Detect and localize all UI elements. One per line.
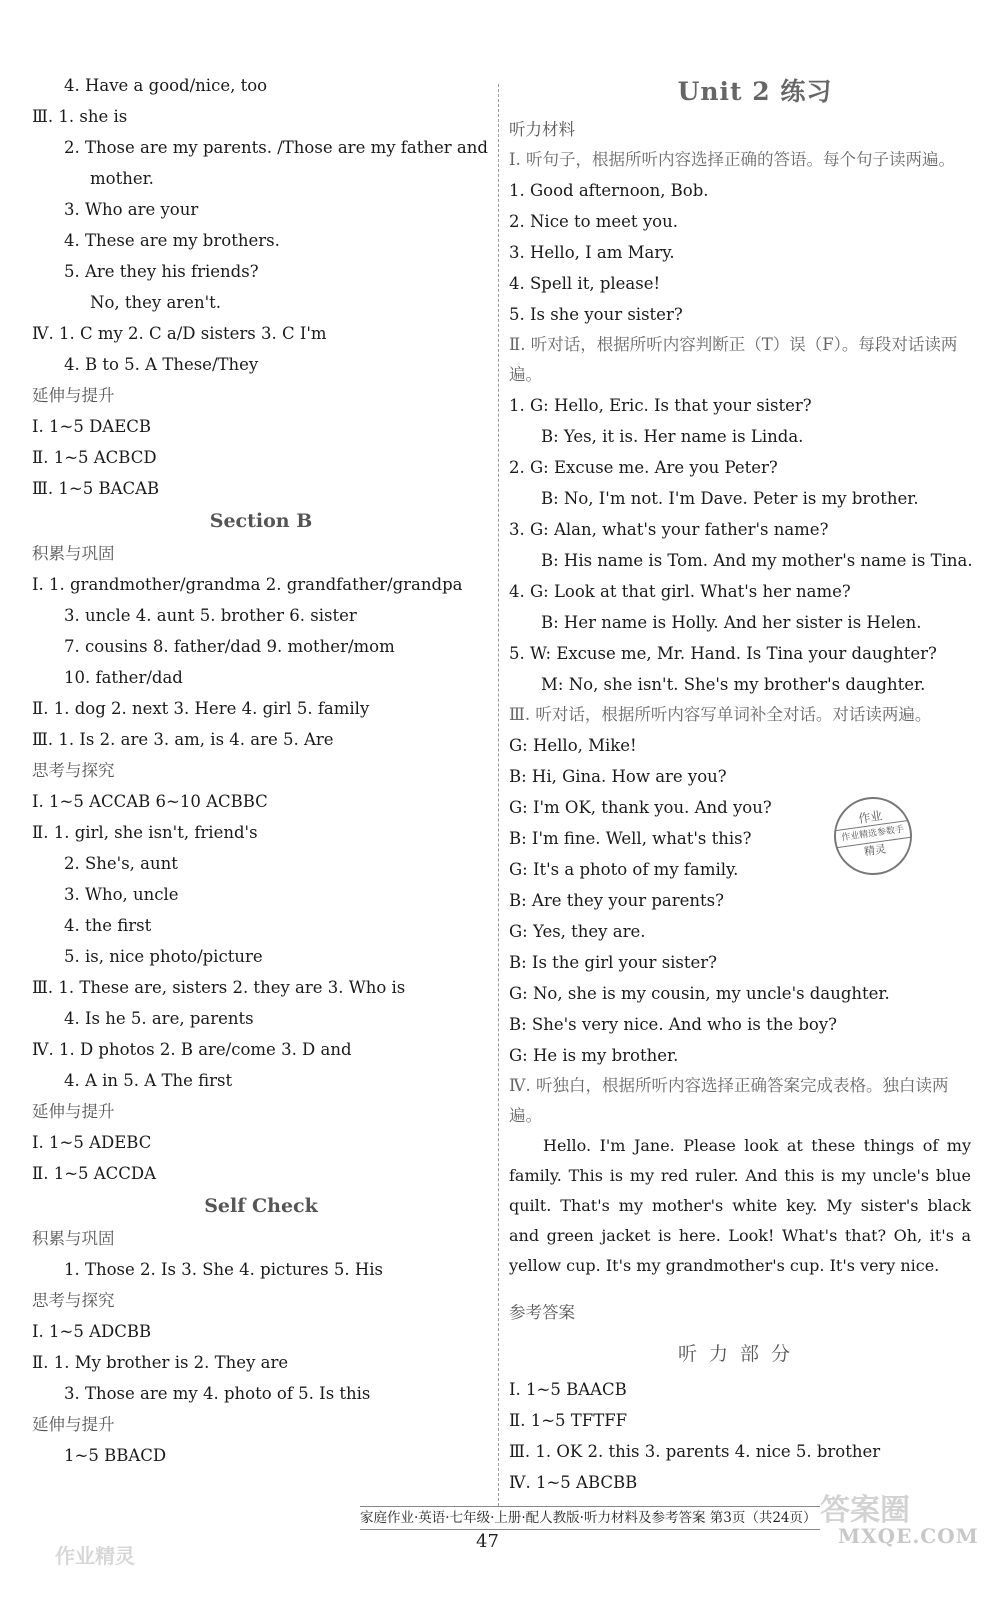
answer-line: Ⅰ. 1. grandmother/grandma 2. grandfather/grandpa [32,575,463,594]
section-3-lines [509,730,971,1071]
section-heading: Self Check [204,1195,318,1217]
sentence-line: 3. Hello, I am Mary. [509,243,675,262]
right-column [509,70,971,1498]
answer-line: 4. the first [64,916,152,935]
answers-lines [509,1374,971,1498]
answer-line: Ⅱ. 1. girl, she isn't, friend's [32,823,258,842]
answer-line: 7. cousins 8. father/dad 9. mother/mom [64,637,395,656]
answer-line: 2. She's, aunt [64,854,178,873]
watermark-site: MXQE.COM [838,1524,979,1548]
dialogue-line: G: I'm OK, thank you. And you? [509,798,772,817]
answer-line: 3. Who are your [64,200,199,219]
dialogue-line: B: Her name is Holly. And her sister is Helen. [541,613,922,632]
section-4-instruction: Ⅳ. 听独白，根据所听内容选择正确答案完成表格。独白读两遍。 [509,1076,949,1125]
answer-line: Ⅱ. 1. My brother is 2. They are [32,1353,289,1372]
dialogue-line: B: I'm fine. Well, what's this? [509,829,752,848]
dialogue-line: B: Are they your parents? [509,891,724,910]
answer-line: Ⅳ. 1. D photos 2. B are/come 3. D and [32,1040,352,1059]
section-2-instruction: Ⅱ. 听对话，根据所听内容判断正（T）误（F）。每段对话读两遍。 [509,335,958,384]
watermark-bottom-left: 作业精灵 [55,1544,135,1568]
answer-line: Ⅲ. 1. she is [32,107,128,126]
sentence-line: 2. Nice to meet you. [509,212,678,231]
unit-title: Unit 2 练习 [677,77,833,106]
answer-line: Ⅱ. 1~5 ACCDA [32,1164,157,1183]
dialogue-line: M: No, she isn't. She's my brother's daughter. [541,675,926,694]
answer-line: 3. Who, uncle [64,885,179,904]
dialogue-line: B: His name is Tom. And my mother's name is Tina. [541,551,973,570]
listening-heading: 听力材料 [509,120,575,139]
dialogue-line: 3. G: Alan, what's your father's name? [509,520,829,539]
answers-subheading: 听力部分 [677,1343,802,1365]
stamp-bottom-text: 精灵 [863,842,887,859]
answer-line: Ⅱ. 1~5 TFTFF [509,1411,628,1430]
answer-line: Ⅰ. 1~5 BAACB [509,1380,627,1399]
dialogue-line: G: Hello, Mike! [509,736,637,755]
sentence-line: 5. Is she your sister? [509,305,683,324]
dialogue-line: 4. G: Look at that girl. What's her name? [509,582,851,601]
answer-line: 3. Those are my 4. photo of 5. Is this [64,1384,371,1403]
dialogue-line: B: She's very nice. And who is the boy? [509,1015,838,1034]
answer-line: 1. Those 2. Is 3. She 4. pictures 5. His [64,1260,383,1279]
sentence-line: 1. Good afternoon, Bob. [509,181,709,200]
dialogue-line: B: Yes, it is. Her name is Linda. [541,427,804,446]
dialogue-line: 5. W: Excuse me, Mr. Hand. Is Tina your daughter? [509,644,937,663]
section-1-lines [509,175,971,330]
watermark-logo: 答案圈 [820,1493,910,1528]
answer-line: Ⅰ. 1~5 ADCBB [32,1322,152,1341]
subsection-heading: 延伸与提升 [32,1102,115,1121]
dialogue-line: G: Yes, they are. [509,922,646,941]
answer-line: Ⅲ. 1. OK 2. this 3. parents 4. nice 5. brother [509,1442,881,1461]
dialogue-line: B: Is the girl your sister? [509,953,718,972]
answer-line: 3. uncle 4. aunt 5. brother 6. sister [64,606,357,625]
answer-line: mother. [90,169,154,188]
answer-line: 4. Is he 5. are, parents [64,1009,254,1028]
page-number: 47 [476,1531,499,1552]
answer-line: 1~5 BBACD [64,1446,167,1465]
stamp-middle-text: 作业精选参数手 [835,820,911,848]
dialogue-line: 1. G: Hello, Eric. Is that your sister? [509,396,812,415]
answer-line: 4. A in 5. A The first [64,1071,233,1090]
answer-line: 5. Are they his friends? [64,262,259,281]
dialogue-line: G: He is my brother. [509,1046,679,1065]
answer-line: Ⅲ. 1~5 BACAB [32,479,160,498]
section-1-instruction: Ⅰ. 听句子，根据所听内容选择正确的答语。每个句子读两遍。 [509,150,956,169]
column-divider [498,84,499,1506]
subsection-heading: 积累与巩固 [32,1229,115,1248]
subsection-heading: 延伸与提升 [32,1415,115,1434]
answer-line: Ⅱ. 1. dog 2. next 3. Here 4. girl 5. family [32,699,370,718]
stamp-top-text: 作业 [857,808,884,826]
sentence-line: 4. Spell it, please! [509,274,661,293]
subsection-heading: 积累与巩固 [32,544,115,563]
answer-line: 5. is, nice photo/picture [64,947,263,966]
answer-line: 2. Those are my parents. /Those are my father and [64,138,488,157]
answers-heading: 参考答案 [509,1303,575,1322]
subsection-heading: 思考与探究 [32,761,115,780]
left-column [32,70,490,1471]
dialogue-line: B: No, I'm not. I'm Dave. Peter is my brother. [541,489,919,508]
answer-line: Ⅳ. 1. C my 2. C a/D sisters 3. C I'm [32,324,327,343]
subsection-heading: 思考与探究 [32,1291,115,1310]
dialogue-line: G: No, she is my cousin, my uncle's daughter. [509,984,890,1003]
section-3-instruction: Ⅲ. 听对话，根据所听内容写单词补全对话。对话读两遍。 [509,705,932,724]
dialogue-line: B: Hi, Gina. How are you? [509,767,727,786]
dialogue-line: 2. G: Excuse me. Are you Peter? [509,458,778,477]
answer-line: Ⅰ. 1~5 DAECB [32,417,152,436]
answer-line: Ⅰ. 1~5 ACCAB 6~10 ACBBC [32,792,268,811]
answer-line: Ⅰ. 1~5 ADEBC [32,1133,152,1152]
section-heading: Section B [209,510,313,532]
answer-line: Ⅳ. 1~5 ABCBB [509,1473,638,1492]
page-footer: 家庭作业·英语·七年级·上册·配人教版·听力材料及参考答案 第3页（共24页） [360,1506,820,1530]
answer-line: 10. father/dad [64,668,183,687]
answer-line: No, they aren't. [90,293,221,312]
section-2-lines [509,390,971,700]
dialogue-line: G: It's a photo of my family. [509,860,739,879]
answer-line: Ⅲ. 1. Is 2. are 3. am, is 4. are 5. Are [32,730,334,749]
subsection-heading: 延伸与提升 [32,386,115,405]
answer-line: 4. These are my brothers. [64,231,280,250]
answer-line: Ⅱ. 1~5 ACBCD [32,448,157,467]
answer-line: 4. Have a good/nice, too [64,76,268,95]
monologue-paragraph: Hello. I'm Jane. Please look at these things of my family. This is my red ruler. And this is my uncle's blue quilt. That's my mother's white key. My sister's black and green jacket is here. Look! What's that? Oh, it's a yellow cup. It's my grandmother's cup. It's very nice. [509,1136,971,1275]
answer-line: 4. B to 5. A These/They [64,355,259,374]
answer-line: Ⅲ. 1. These are, sisters 2. they are 3. Who is [32,978,406,997]
